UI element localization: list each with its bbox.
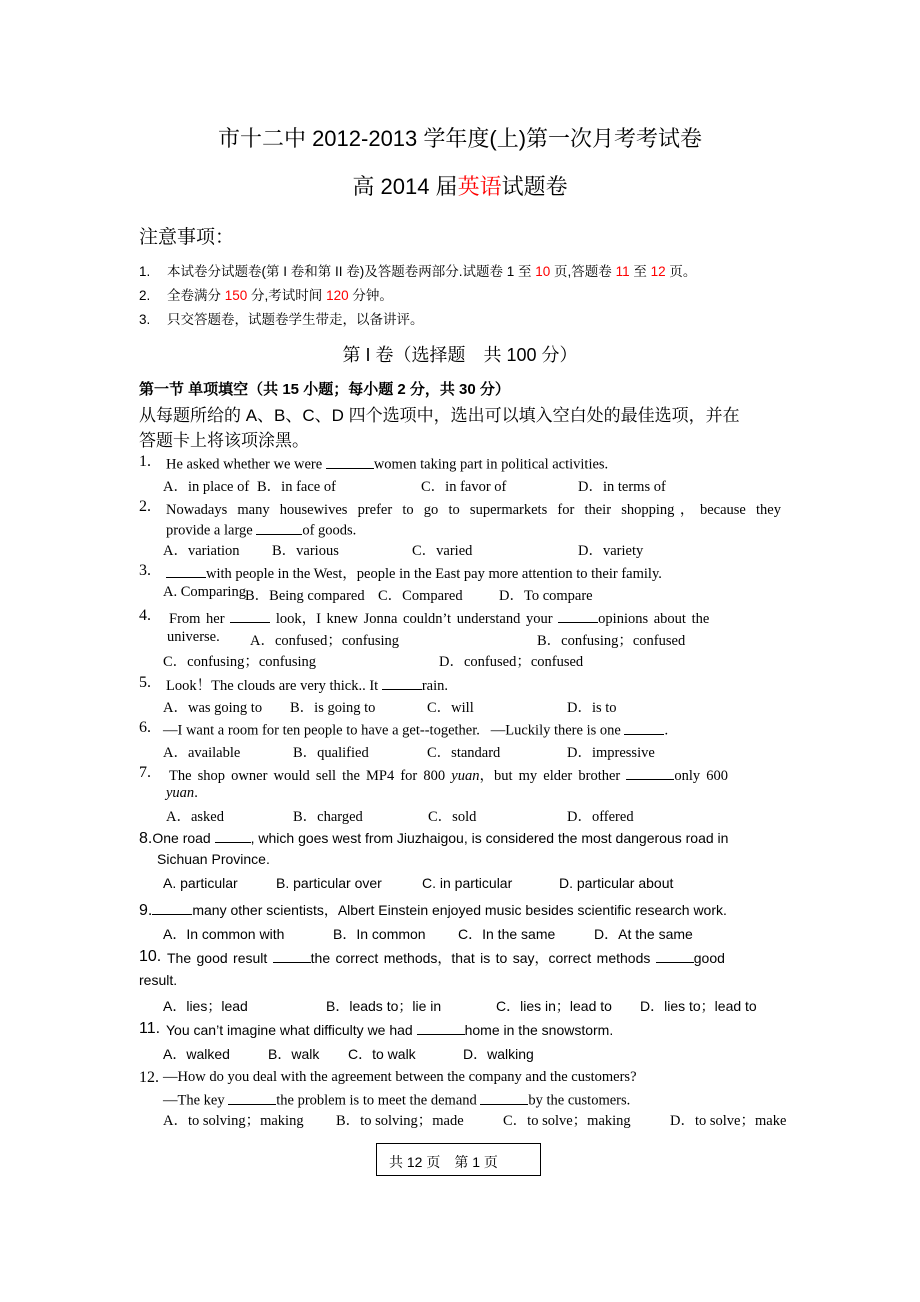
option-c: C. in particular — [422, 875, 513, 891]
option-d: D．impressive — [567, 745, 655, 761]
exam-title: 市十二中 2012-2013 学年度(上)第一次月考考试卷 — [217, 126, 703, 151]
option-c: C．varied — [412, 543, 473, 559]
instruction-line: 答题卡上将该项涂黑。 — [139, 431, 309, 450]
option-a: A．lies；lead — [163, 998, 248, 1014]
option-c: C．to walk — [348, 1046, 416, 1062]
option-d: D．At the same — [594, 926, 693, 942]
subtitle-prefix: 高 2014 届 — [352, 174, 458, 199]
question-1: 1. He asked whether we were women taking part in political activities. — [139, 453, 609, 473]
question-3: 3. with people in the West，people in the East pay more attention to their family. — [139, 562, 662, 582]
option-b: B．various — [272, 543, 339, 559]
option-a: A. Comparing — [163, 584, 246, 600]
option-a: A．walked — [163, 1046, 230, 1062]
option-d: D．walking — [463, 1046, 534, 1062]
option-d: D．offered — [567, 809, 634, 825]
answer-blank — [656, 948, 694, 963]
page-number: 共 12 页 第 1 页 — [389, 1154, 498, 1170]
option-b: B. particular over — [276, 875, 382, 891]
question-11: 11. You can’t imagine what difficulty we had home in the snowstorm. — [139, 1020, 614, 1038]
exam-subtitle — [0, 170, 920, 201]
answer-blank — [624, 719, 664, 735]
option-c: C．in favor of — [421, 479, 507, 495]
option-c: C．standard — [427, 745, 501, 761]
option-d: D．variety — [578, 543, 644, 559]
subtitle-suffix: 试题卷 — [501, 174, 568, 199]
option-c: C．to solve；making — [503, 1113, 631, 1129]
option-d: D．in terms of — [578, 479, 666, 495]
option-b: B．is going to — [290, 700, 376, 716]
answer-blank — [166, 563, 206, 579]
option-b: B．leads to；lie in — [326, 998, 442, 1014]
answer-blank — [256, 519, 302, 535]
option-b: B．confusing；confused — [537, 633, 686, 649]
answer-blank — [480, 1089, 528, 1105]
option-d: D．lies to；lead to — [640, 998, 757, 1014]
option-d: D．is to — [567, 700, 617, 716]
question-2-cont: provide a large of goods. — [166, 519, 356, 540]
subject-name: 英语 — [457, 174, 502, 199]
question-8: 8.One road , which goes west from Jiuzhaigou, is considered the most dangerous road in — [139, 830, 729, 847]
option-c: C．lies in；lead to — [496, 998, 612, 1014]
option-a: A．was going to — [163, 700, 263, 716]
question-6: 6. —I want a room for ten people to have a get--together. —Luckily there is one . — [139, 719, 669, 739]
option-b: B．Being compared — [245, 588, 365, 604]
notes-heading: 注意事项： — [139, 227, 235, 248]
option-b: B．in face of — [257, 479, 336, 495]
answer-blank — [152, 900, 192, 915]
question-7: 7. The shop owner would sell the MP4 for 800 yuan，but my elder brother only 600 — [139, 764, 729, 784]
option-a: A. particular — [163, 875, 238, 891]
option-a: A．to solving；making — [163, 1113, 304, 1129]
question-4-cont: universe. — [167, 629, 220, 645]
note-item: 1. 本试卷分试题卷(第 I 卷和第 II 卷)及答题卷两部分.试题卷 1 至 10 页,答题卷 11 至 12 页。 — [139, 264, 697, 279]
option-d: D．to solve；make — [670, 1113, 787, 1129]
answer-blank — [326, 453, 374, 469]
option-a: A．variation — [163, 543, 240, 559]
question-12-cont: —The key the problem is to meet the demand by the customers. — [163, 1089, 630, 1110]
option-c: C．In the same — [458, 926, 556, 942]
option-b: B．charged — [293, 809, 363, 825]
answer-blank — [228, 1089, 276, 1105]
option-b: B．qualified — [293, 745, 369, 761]
option-b: B．to solving；made — [336, 1113, 464, 1129]
answer-blank — [558, 608, 598, 624]
option-a: A．in place of — [163, 479, 250, 495]
question-12: 12. —How do you deal with the agreement between the company and the customers? — [139, 1069, 637, 1086]
question-5: 5. Look！The clouds are very thick.. It rain. — [139, 674, 448, 694]
option-a: A．available — [163, 745, 241, 761]
note-item: 2. 全卷满分 150 分,考试时间 120 分钟。 — [139, 288, 393, 303]
question-4: 4. From her look，I knew Jonna couldn’t understand your opinions about the — [139, 607, 710, 627]
answer-blank — [382, 675, 422, 691]
note-item: 3. 只交答题卷，试题卷学生带走，以备讲评。 — [139, 312, 424, 327]
option-c: C．confusing；confusing — [163, 654, 317, 670]
option-c: C．sold — [428, 809, 477, 825]
answer-blank — [273, 948, 311, 963]
option-c: C．Compared — [378, 588, 463, 604]
question-8-cont: Sichuan Province. — [157, 851, 270, 867]
option-c: C．will — [427, 700, 474, 716]
question-2: 2. Nowadays many housewives prefer to go to supermarkets for their shopping，because they — [139, 498, 781, 518]
answer-blank — [626, 765, 674, 781]
answer-blank — [215, 828, 251, 843]
question-7-cont: yuan. — [166, 785, 198, 801]
option-b: B．walk — [268, 1046, 320, 1062]
option-b: B．In common — [333, 926, 426, 942]
option-a: A．asked — [166, 809, 224, 825]
question-10-cont: result. — [139, 972, 178, 988]
option-a: A．confused；confusing — [250, 633, 400, 649]
instruction-line: 从每题所给的 A、B、C、D 四个选项中，选出可以填入空白处的最佳选项，并在 — [139, 406, 740, 425]
section-title: 第一节 单项填空（共 15 小题；每小题 2 分，共 30 分） — [139, 381, 510, 398]
option-d: D．To compare — [499, 588, 593, 604]
answer-blank — [230, 608, 270, 624]
question-10: 10. The good result the correct methods，that is to say，correct methods good — [139, 948, 725, 966]
question-9: 9. many other scientists，Albert Einstein enjoyed music besides scientific research work. — [139, 902, 727, 919]
part-title: 第 I 卷（选择题 共 100 分） — [342, 345, 578, 365]
option-d: D. particular about — [559, 875, 674, 891]
answer-blank — [417, 1020, 465, 1035]
option-d: D．confused；confused — [439, 654, 584, 670]
option-a: A．In common with — [163, 926, 285, 942]
